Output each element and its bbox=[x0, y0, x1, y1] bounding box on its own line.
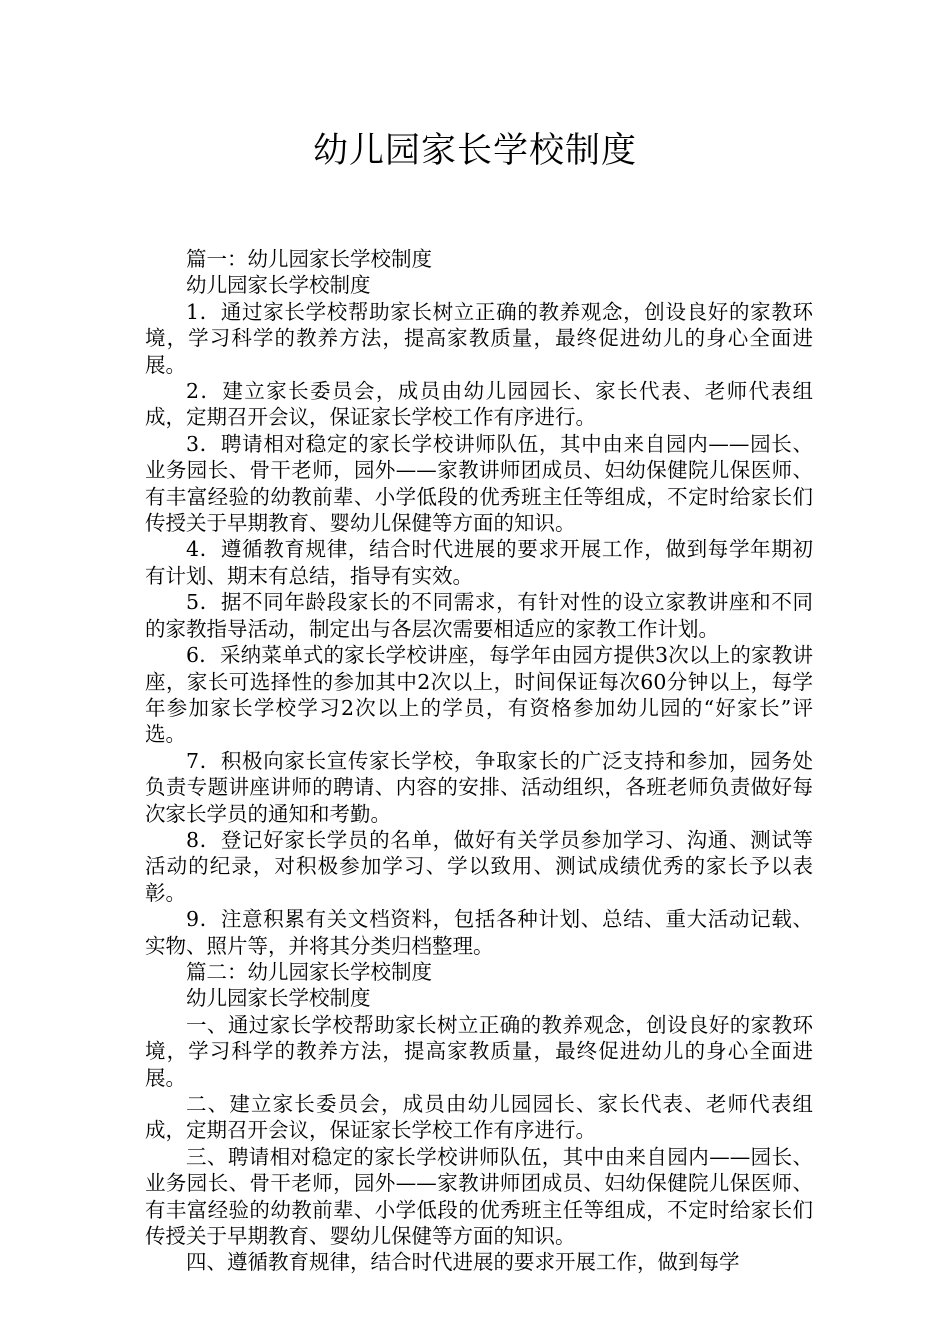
paragraph: 3．聘请相对稳定的家长学校讲师队伍，其中由来自园内——园长、业务园长、骨干老师，园外——家教讲师团成员、妇幼保健院儿保医师、有丰富经验的幼教前辈、小学低段的优秀班主任等组成，不定时给家长们传授关于早期教育、婴幼儿保健等方面的知识。 bbox=[145, 431, 813, 536]
paragraph: 6．采纳菜单式的家长学校讲座，每学年由园方提供3次以上的家教讲座，家长可选择性的参加其中2次以上，时间保证每次60分钟以上，每学年参加家长学校学习2次以上的学员，有资格参加幼儿园的“好家长”评选。 bbox=[145, 643, 813, 747]
paragraph: 8．登记好家长学员的名单，做好有关学员参加学习、沟通、测试等活动的纪录，对积极参加学习、学以致用、测试成绩优秀的家长予以表彰。 bbox=[145, 827, 813, 905]
section-heading-2: 篇二：幼儿园家长学校制度 bbox=[186, 959, 432, 984]
paragraph: 5．据不同年龄段家长的不同需求，有针对性的设立家教讲座和不同的家教指导活动，制定出与各层次需要相适应的家教工作计划。 bbox=[145, 590, 813, 641]
paragraph: 1．通过家长学校帮助家长树立正确的教养观念，创设良好的家教环境，学习科学的教养方法，提高家教质量，最终促进幼儿的身心全面进展。 bbox=[145, 299, 813, 377]
paragraph: 9．注意积累有关文档资料，包括各种计划、总结、重大活动记载、实物、照片等，并将其分类归档整理。 bbox=[145, 907, 813, 958]
paragraph: 2．建立家长委员会，成员由幼儿园园长、家长代表、老师代表组成，定期召开会议，保证家长学校工作有序进行。 bbox=[145, 379, 813, 430]
section-subtitle-2: 幼儿园家长学校制度 bbox=[186, 986, 371, 1011]
document-body bbox=[145, 246, 813, 1276]
section-subtitle-1: 幼儿园家长学校制度 bbox=[186, 273, 371, 298]
document-title: 幼儿园家长学校制度 bbox=[312, 131, 637, 171]
paragraph: 一、通过家长学校帮助家长树立正确的教养观念，创设良好的家教环境，学习科学的教养方法，提高家教质量，最终促进幼儿的身心全面进展。 bbox=[145, 1012, 813, 1090]
paragraph: 二、建立家长委员会，成员由幼儿园园长、家长代表、老师代表组成，定期召开会议，保证家长学校工作有序进行。 bbox=[145, 1092, 813, 1143]
paragraph: 四、遵循教育规律，结合时代进展的要求开展工作，做到每学 bbox=[186, 1250, 740, 1275]
section-heading-1: 篇一：幼儿园家长学校制度 bbox=[186, 247, 432, 271]
paragraph: 三、聘请相对稳定的家长学校讲师队伍，其中由来自园内——园长、业务园长、骨干老师，园外——家教讲师团成员、妇幼保健院儿保医师、有丰富经验的幼教前辈、小学低段的优秀班主任等组成，不定时给家长们传授关于早期教育、婴幼儿保健等方面的知识。 bbox=[145, 1144, 813, 1249]
paragraph: 4．遵循教育规律，结合时代进展的要求开展工作，做到每学年期初有计划、期末有总结，指导有实效。 bbox=[145, 537, 813, 588]
paragraph: 7．积极向家长宣传家长学校，争取家长的广泛支持和参加，园务处负责专题讲座讲师的聘请、内容的安排、活动组织，各班老师负责做好每次家长学员的通知和考勤。 bbox=[145, 748, 813, 826]
